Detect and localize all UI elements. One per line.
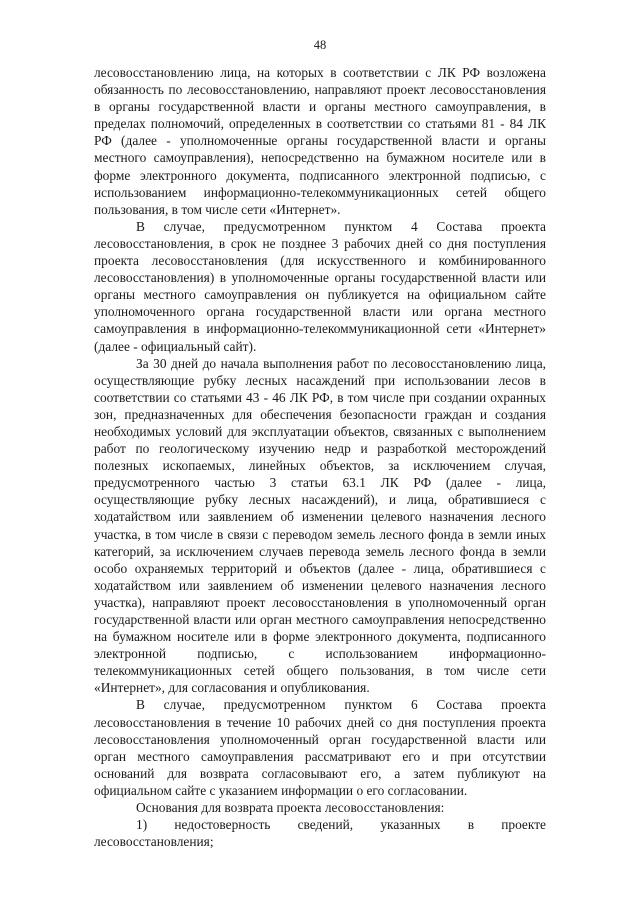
paragraph-3: За 30 дней до начала выполнения работ по лесовосстановлению лица, осуществляющие рубку лесных насаждений при использовании лесов в соответствии со статьями 43 - 46 ЛК РФ, в том числе при создании охранных зон, предназначенных для обеспечения безопасности граждан и создания необходимых условий для эксплуатации объектов, связанных с выполнением работ по геологическому изучению недр и разработкой месторождений полезных ископаемых, линейных объектов, за исключением случая, предусмотренного частью 3 статьи 63.1 ЛК РФ (далее - лица, осуществляющие рубку лесных насаждений), и лица, обратившиеся с ходатайством или заявлением об изменении целевого назначения лесного участка, в том числе в связи с переводом земель лесного фонда в земли иных категорий, за исключением случаев перевода земель лесного фонда в земли особо охраняемых территорий и объектов (далее - лица, обратившиеся с ходатайством или заявлением об изменении целевого назначения лесного участка), направляют проект лесовосстановления в уполномоченный орган государственной власти или орган местного самоуправления непосредственно на бумажном носителе или в форме электронного документа, подписанного электронной подписью, с использованием информационно-телекоммуникационных сетей общего пользования, в том числе сети «Интернет», для согласования и опубликования. — [94, 355, 546, 696]
paragraph-6: 1) недостоверность сведений, указанных в проекте лесовосстановления; — [94, 817, 546, 850]
paragraph-5: Основания для возврата проекта лесовосстановления: — [136, 800, 445, 816]
paragraph-4: В случае, предусмотренном пунктом 6 Состава проекта лесовосстановления в течение 10 рабочих дней со дня поступления проекта лесовосстановления уполномоченный орган государственной власти или орган местного самоуправления рассматривают его и при отсутствии оснований для возврата согласовывают его, а затем публикуют на официальном сайте с указанием информации о его согласовании. — [94, 697, 546, 798]
paragraph-2: В случае, предусмотренном пунктом 4 Состава проекта лесовосстановления, в срок не позднее 3 рабочих дней со дня поступления проекта лесовосстановления (для искусственного и комбинированного лесовосстановления) в уполномоченные органы государственной власти или органы местного самоуправления он публикуется на официальном сайте уполномоченного органа государственной власти или органа местного самоуправления в информационно-телекоммуникационной сети «Интернет» (далее - официальный сайт). — [94, 218, 546, 354]
document-body — [94, 64, 546, 850]
page-number: 48 — [313, 38, 327, 52]
paragraph-1: лесовосстановлению лица, на которых в соответствии с ЛК РФ возложена обязанность по лесовосстановлению, направляют проект лесовосстановления в органы государственной власти и органы местного самоуправления, в пределах полномочий, определенных в соответствии со статьями 81 - 84 ЛК РФ (далее - уполномоченные органы государственной власти и органы местного самоуправления), непосредственно на бумажном носителе или в форме электронного документа, подписанного электронной подписью, с использованием информационно-телекоммуникационных сетей общего пользования, в том числе сети «Интернет». — [94, 65, 546, 217]
